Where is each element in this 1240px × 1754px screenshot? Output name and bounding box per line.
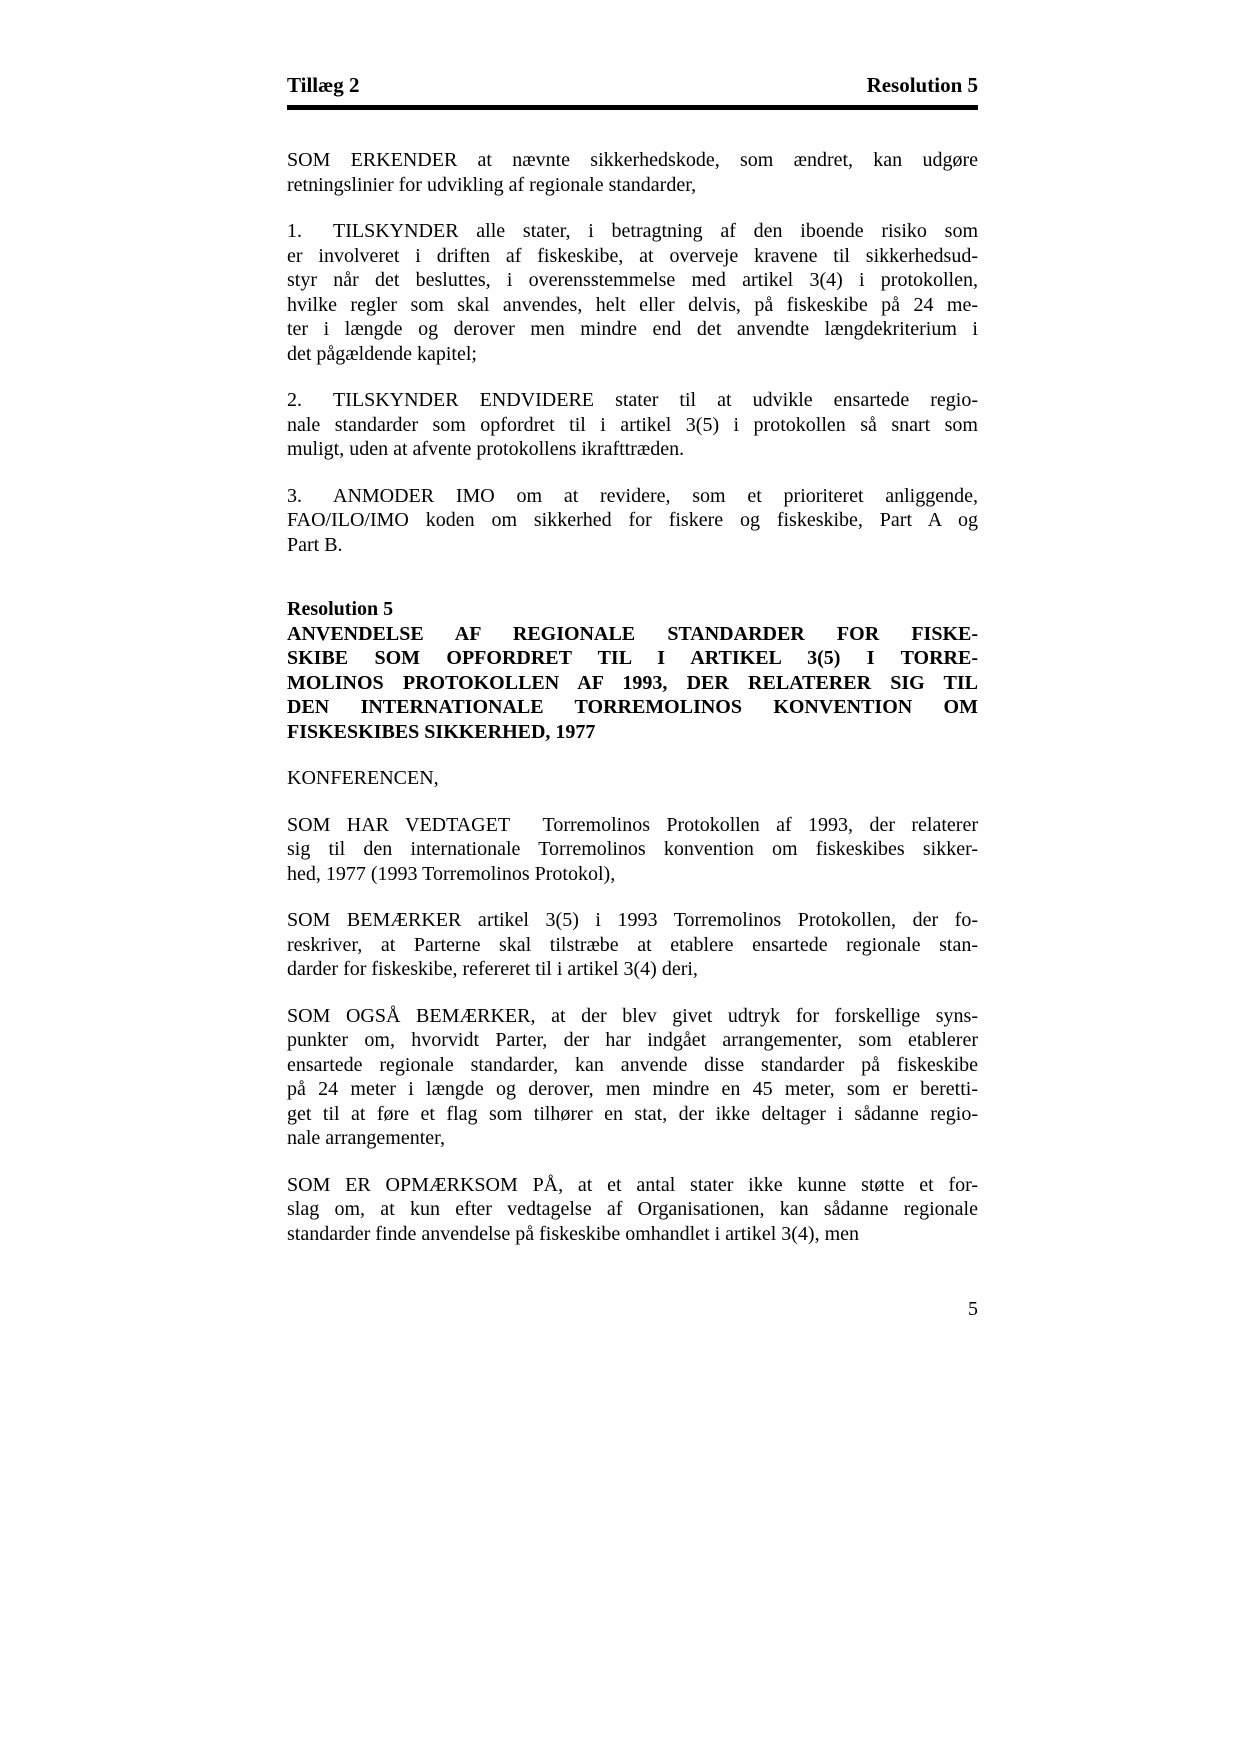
list-number: 2. — [287, 389, 302, 411]
text-line: det pågældende kapitel; — [287, 342, 477, 365]
document-content — [287, 73, 978, 1246]
text-line: muligt, uden at afvente protokollens ikrafttræden. — [287, 438, 685, 460]
numbered-paragraph — [287, 388, 978, 462]
text-line: retningslinier for udvikling af regionale standarder, — [287, 173, 697, 196]
text-line: 1. TILSKYNDER alle stater, i betragtning af den iboende risiko som — [287, 220, 978, 242]
text-line: SOM ERKENDER at nævnte sikkerhedskode, som ændret, kan udgøre — [287, 149, 978, 171]
text-line: Resolution 5 — [287, 598, 394, 620]
text-line: get til at føre et flag som tilhører en stat, der ikke deltager i sådanne regio- — [287, 1102, 978, 1125]
text-line: nale standarder som opfordret til i artikel 3(5) i protokollen så snart som — [287, 413, 978, 436]
paragraph — [287, 1004, 978, 1151]
header-rule — [287, 105, 978, 110]
text-line: styr når det besluttes, i overensstemmelse med artikel 3(4) i protokollen, — [287, 269, 978, 291]
list-number: 1. — [287, 220, 302, 242]
list-number: 3. — [287, 484, 302, 507]
text-line: nale arrangementer, — [287, 1127, 445, 1149]
text-line: hed, 1977 (1993 Torremolinos Protokol), — [287, 862, 616, 885]
text-line: SOM HAR VEDTAGET Torremolinos Protokollen af 1993, der relaterer — [287, 813, 978, 836]
numbered-paragraph — [287, 484, 978, 558]
text-line: FISKESKIBES SIKKERHED, 1977 — [287, 720, 596, 743]
text-line: SKIBE SOM OPFORDRET TIL I ARTIKEL 3(5) I TORRE- — [287, 647, 978, 669]
header-right-label: Resolution 5 — [866, 73, 978, 97]
text-line: SOM ER OPMÆRKSOM PÅ, at et antal stater ikke kunne støtte et for- — [287, 1173, 978, 1196]
text-line: MOLINOS PROTOKOLLEN AF 1993, DER RELATERER SIG TIL — [287, 671, 978, 694]
text-line: Part B. — [287, 533, 343, 556]
header-left-label: Tillæg 2 — [287, 73, 360, 97]
text-line: ter i længde og derover men mindre end det anvendte længdekriterium i — [287, 318, 978, 340]
text-line: darder for fiskeskibe, refereret til i artikel 3(4) deri, — [287, 958, 698, 980]
text-line: hvilke regler som skal anvendes, helt eller delvis, på fiskeskibe på 24 me- — [287, 293, 978, 316]
text-line: punkter om, hvorvidt Parter, der har indgået arrangementer, som etablerer — [287, 1029, 978, 1051]
text-line: FAO/ILO/IMO koden om sikkerhed for fiskere og fiskeskibe, Part A og — [287, 509, 978, 531]
text-line: KONFERENCEN, — [287, 767, 439, 789]
text-line: standarder finde anvendelse på fiskeskibe omhandlet i artikel 3(4), men — [287, 1222, 860, 1245]
paragraph — [287, 766, 978, 791]
paragraph — [287, 908, 978, 982]
text-line: sig til den internationale Torremolinos konvention om fiskeskibes sikker- — [287, 838, 978, 860]
text-line: reskriver, at Parterne skal tilstræbe at etablere ensartede regionale stan- — [287, 933, 978, 956]
document-body — [287, 148, 978, 1246]
resolution-heading — [287, 622, 978, 745]
running-header — [287, 73, 978, 97]
paragraph — [287, 813, 978, 887]
page-number: 5 — [968, 1298, 978, 1320]
resolution-title — [287, 597, 978, 622]
text-line: slag om, at kun efter vedtagelse af Organisationen, kan sådanne regionale — [287, 1198, 978, 1220]
text-line: 2. TILSKYNDER ENDVIDERE stater til at udvikle ensartede regio- — [287, 389, 978, 411]
text-line: på 24 meter i længde og derover, men mindre en 45 meter, som er beretti- — [287, 1078, 978, 1100]
text-line: ensartede regionale standarder, kan anvende disse standarder på fiskeskibe — [287, 1053, 978, 1076]
paragraph — [287, 148, 978, 197]
text-line: SOM OGSÅ BEMÆRKER, at der blev givet udtryk for forskellige syns- — [287, 1004, 978, 1027]
text-line: er involveret i driften af fiskeskibe, at overveje kravene til sikkerhedsud- — [287, 244, 978, 267]
text-line: 3. ANMODER IMO om at revidere, som et prioriteret anliggende, — [287, 484, 978, 507]
paragraph — [287, 1173, 978, 1247]
text-line: DEN INTERNATIONALE TORREMOLINOS KONVENTION OM — [287, 696, 978, 718]
text-line: ANVENDELSE AF REGIONALE STANDARDER FOR FISKE- — [287, 622, 978, 645]
text-line: SOM BEMÆRKER artikel 3(5) i 1993 Torremolinos Protokollen, der fo- — [287, 909, 978, 931]
numbered-paragraph — [287, 219, 978, 366]
